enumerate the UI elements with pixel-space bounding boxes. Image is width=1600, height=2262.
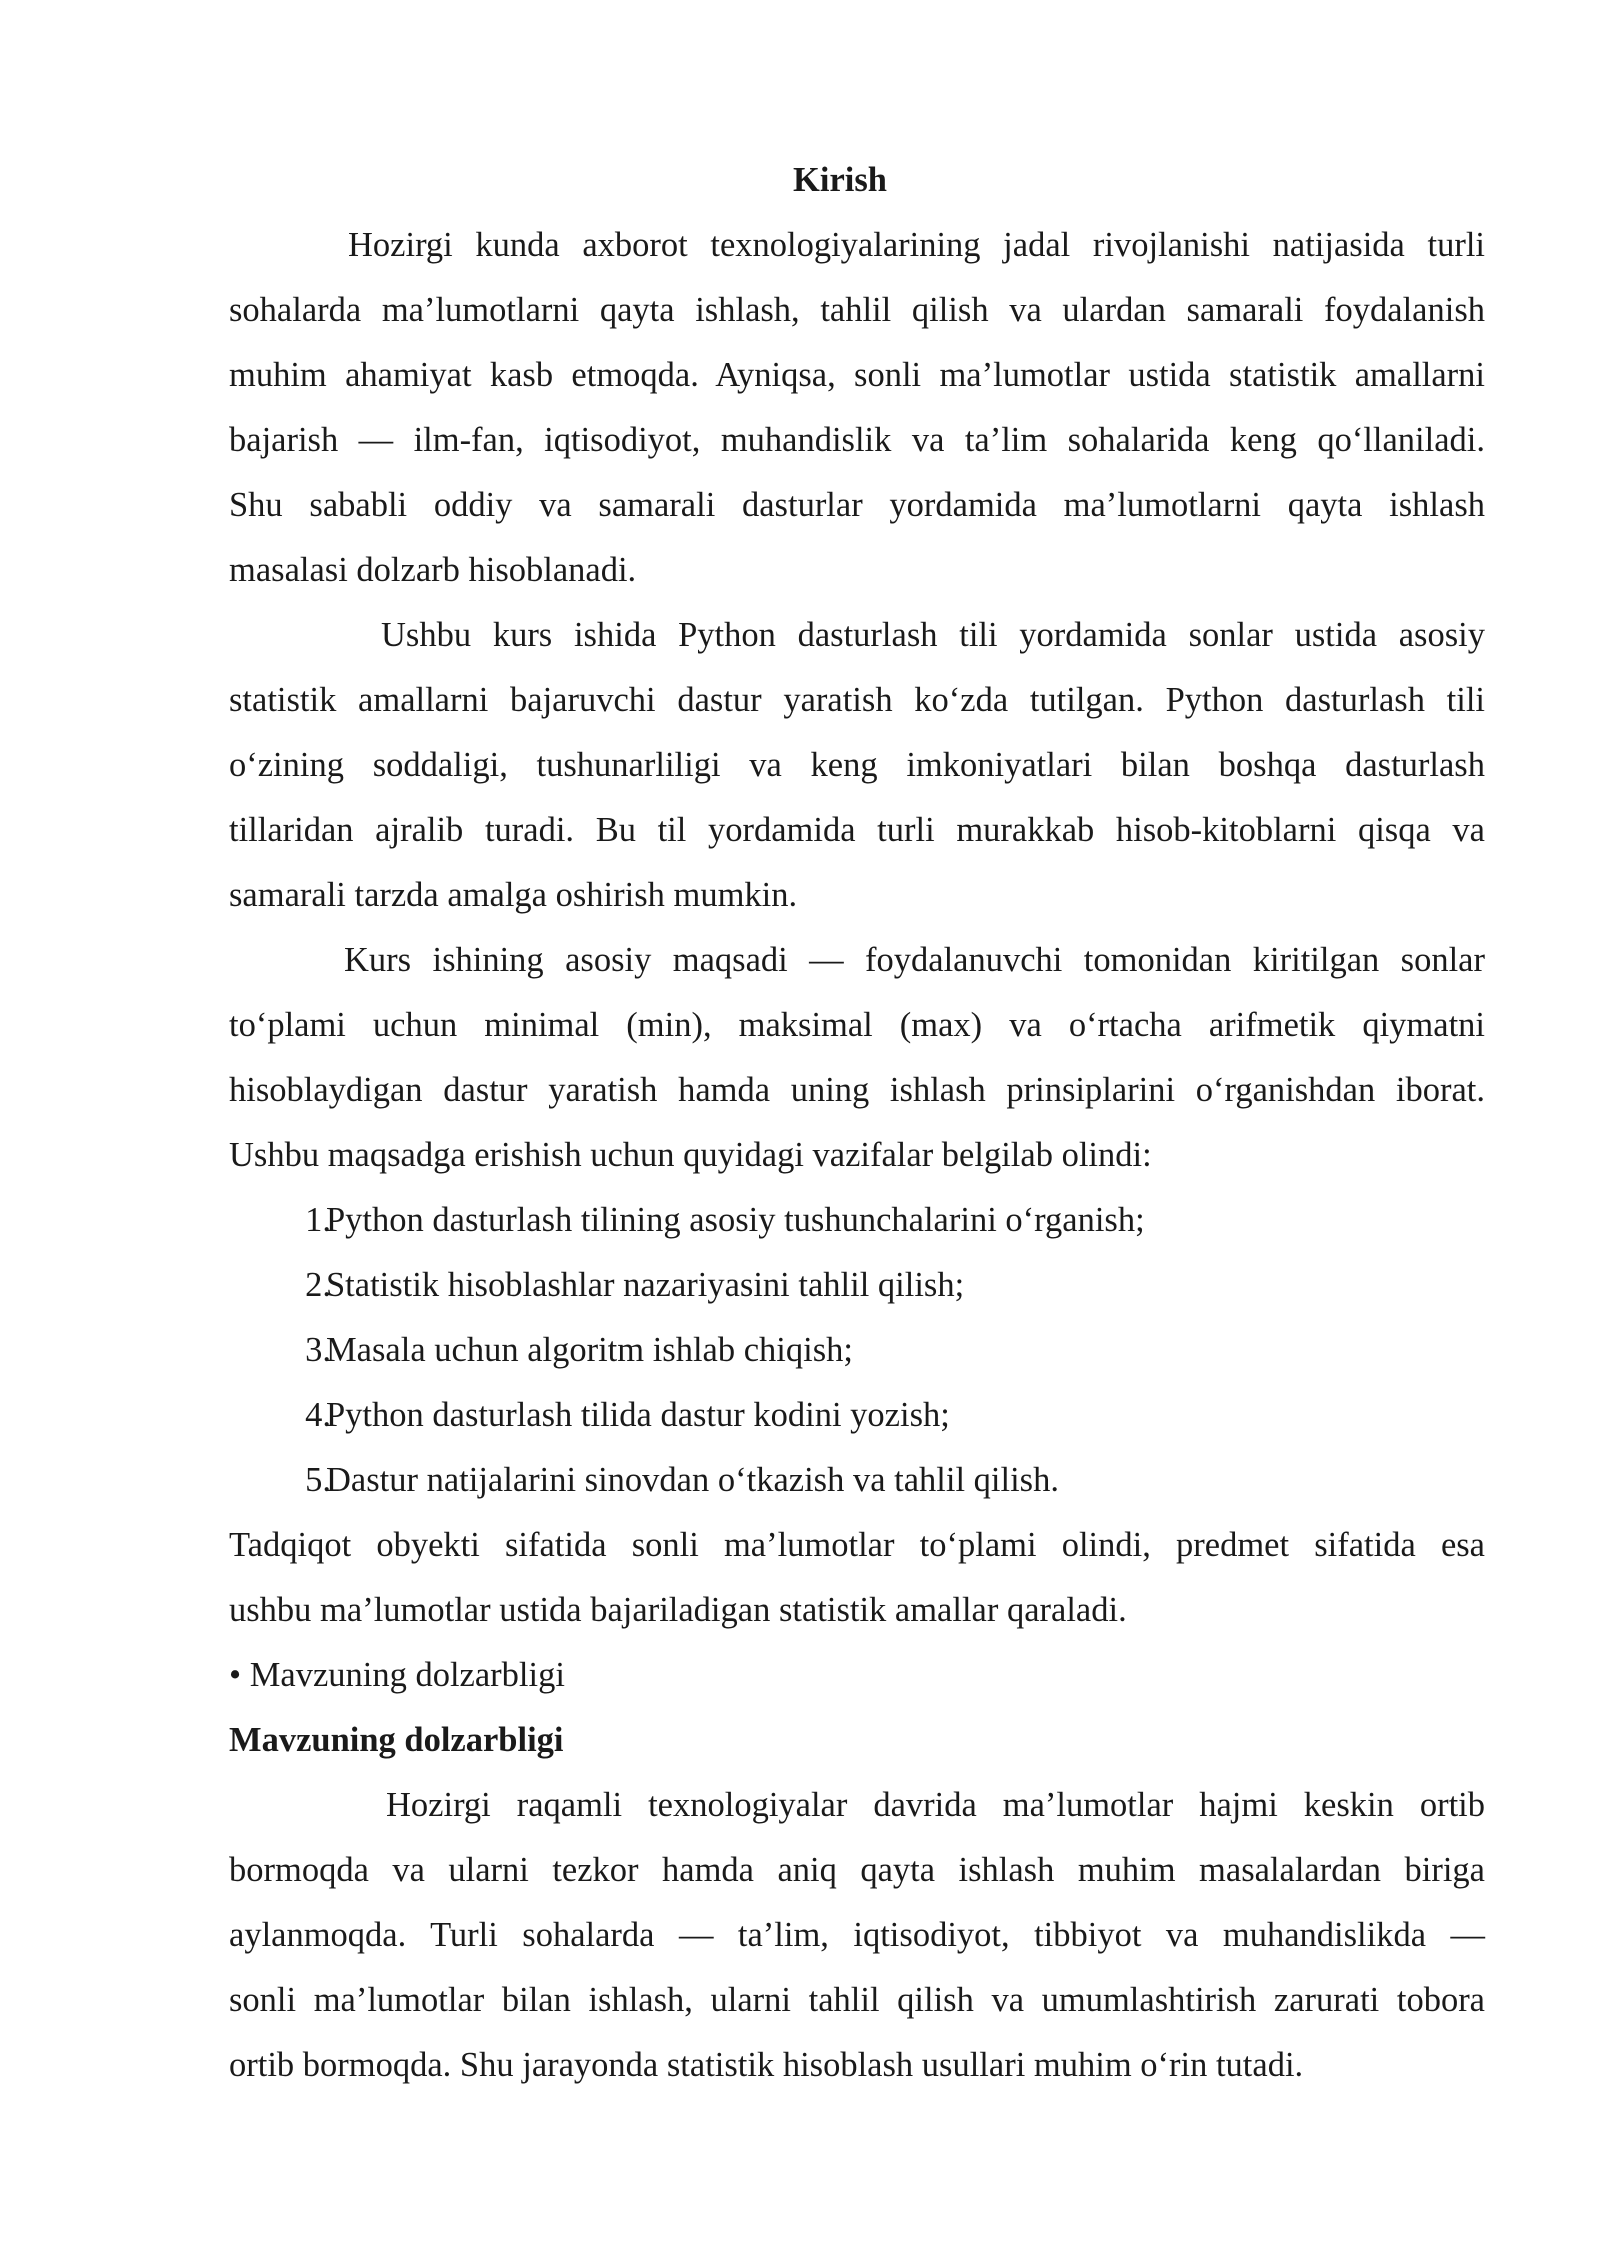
paragraph-line: Hozirgi kunda axborot texnologiyalarining jadal rivojlanishi natijasida turli	[348, 226, 1485, 264]
list-item	[229, 1383, 1485, 1448]
intro-paragraph	[229, 213, 1485, 603]
paragraph-line: Kurs ishining asosiy maqsadi — foydalanuvchi tomonidan kiritilgan sonlar	[344, 941, 1485, 979]
paragraph-line: Ushbu maqsadga erishish uchun quyidagi vazifalar belgilab olindi:	[229, 1136, 1152, 1174]
list-item-number: 4.	[305, 1396, 331, 1434]
list-item	[229, 1318, 1485, 1383]
page-content	[229, 148, 1485, 2098]
list-item	[229, 1448, 1485, 1513]
paragraph-line: Hozirgi raqamli texnologiyalar davrida ma’lumotlar hajmi keskin ortib	[386, 1786, 1485, 1824]
bullet-item: • Mavzuning dolzarbligi	[229, 1656, 565, 1694]
relevance-paragraph	[229, 1773, 1485, 2098]
object-paragraph	[229, 1513, 1485, 1643]
paragraph-line: muhim ahamiyat kasb etmoqda. Ayniqsa, sonli ma’lumotlar ustida statistik amallarni	[229, 356, 1485, 394]
list-item-number: 2.	[305, 1266, 331, 1304]
list-item-text: Python dasturlash tilida dastur kodini yozish;	[326, 1396, 950, 1434]
paragraph-line: statistik amallarni bajaruvchi dastur yaratish ko‘zda tutilgan. Python dasturlash tili	[229, 681, 1485, 719]
goal-paragraph	[229, 928, 1485, 1188]
list-item-number: 5.	[305, 1461, 331, 1499]
list-item-text: Masala uchun algoritm ishlab chiqish;	[326, 1331, 853, 1369]
paragraph-line: aylanmoqda. Turli sohalarda — ta’lim, iqtisodiyot, tibbiyot va muhandislikda —	[229, 1916, 1485, 1954]
paragraph-line: ushbu ma’lumotlar ustida bajariladigan statistik amallar qaraladi.	[229, 1591, 1127, 1629]
list-item-number: 3.	[305, 1331, 331, 1369]
paragraph-line: masalasi dolzarb hisoblanadi.	[229, 551, 637, 589]
paragraph-line: o‘zining soddaligi, tushunarliligi va keng imkoniyatlari bilan boshqa dasturlash	[229, 746, 1485, 784]
paragraph-line: tillaridan ajralib turadi. Bu til yordamida turli murakkab hisob-kitoblarni qisqa va	[229, 811, 1485, 849]
list-item-text: Statistik hisoblashlar nazariyasini tahlil qilish;	[326, 1266, 965, 1304]
paragraph-line: bajarish — ilm-fan, iqtisodiyot, muhandislik va ta’lim sohalarida keng qo‘llaniladi.	[229, 421, 1485, 459]
paragraph-line: hisoblaydigan dastur yaratish hamda uning ishlash prinsiplarini o‘rganishdan iborat.	[229, 1071, 1485, 1109]
paragraph-line: Shu sababli oddiy va samarali dasturlar yordamida ma’lumotlarni qayta ishlash	[229, 486, 1485, 524]
page-title: Kirish	[793, 161, 887, 199]
paragraph-line: sohalarda ma’lumotlarni qayta ishlash, tahlil qilish va ulardan samarali foydalanish	[229, 291, 1485, 329]
section-heading: Mavzuning dolzarbligi	[229, 1721, 564, 1759]
paragraph-line: sonli ma’lumotlar bilan ishlash, ularni tahlil qilish va umumlashtirish zarurati tobora	[229, 1981, 1485, 2019]
paragraph-line: ortib bormoqda. Shu jarayonda statistik hisoblash usullari muhim o‘rin tutadi.	[229, 2046, 1304, 2084]
list-item	[229, 1188, 1485, 1253]
python-paragraph	[229, 603, 1485, 928]
paragraph-line: to‘plami uchun minimal (min), maksimal (max) va o‘rtacha arifmetik qiymatni	[229, 1006, 1485, 1044]
paragraph-line: bormoqda va ularni tezkor hamda aniq qayta ishlash muhim masalalardan biriga	[229, 1851, 1485, 1889]
list-item-text: Python dasturlash tilining asosiy tushunchalarini o‘rganish;	[326, 1201, 1145, 1239]
list-item-text: Dastur natijalarini sinovdan o‘tkazish va tahlil qilish.	[326, 1461, 1059, 1499]
paragraph-line: Ushbu kurs ishida Python dasturlash tili yordamida sonlar ustida asosiy	[381, 616, 1485, 654]
tasks-list	[229, 1188, 1485, 1513]
list-item-number: 1.	[305, 1201, 331, 1239]
list-item	[229, 1253, 1485, 1318]
paragraph-line: Tadqiqot obyekti sifatida sonli ma’lumotlar to‘plami olindi, predmet sifatida esa	[229, 1526, 1485, 1564]
paragraph-line: samarali tarzda amalga oshirish mumkin.	[229, 876, 798, 914]
